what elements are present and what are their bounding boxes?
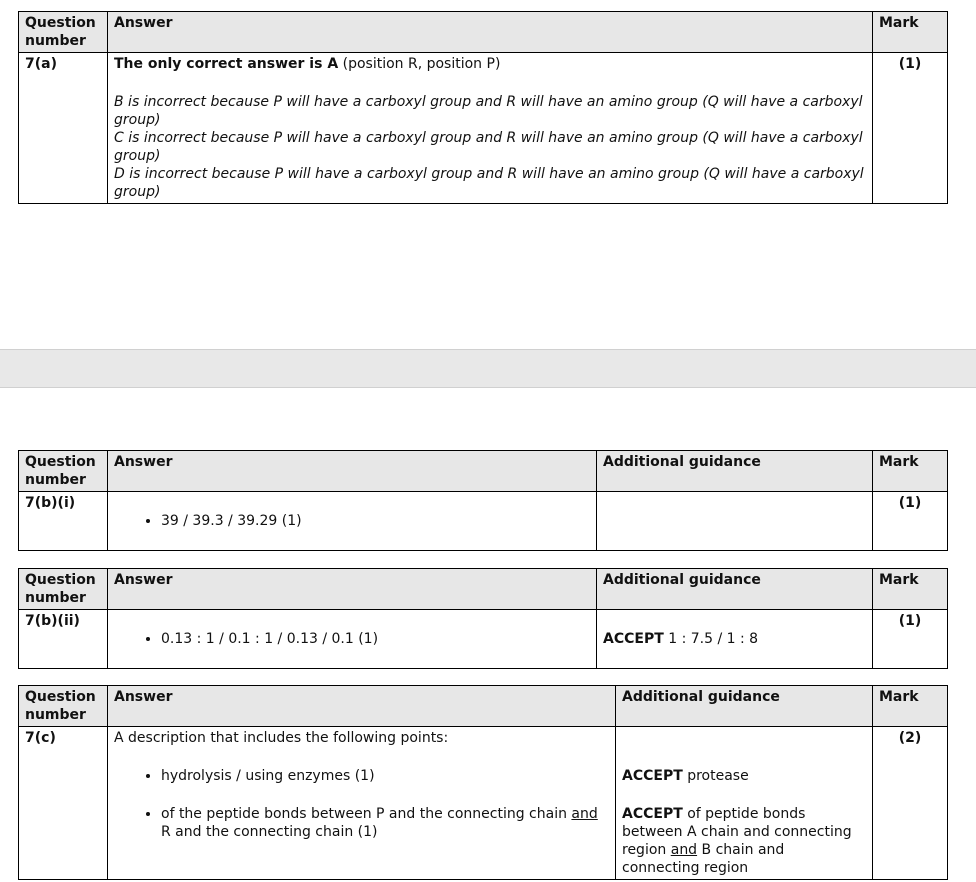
accept-label: ACCEPT <box>622 768 683 784</box>
answer-point-peptide-bonds <box>161 805 609 841</box>
header-question-number: Question number <box>19 686 108 727</box>
explanation-d: D is incorrect because P will have a carboxyl group and R will have an amino group (Q will have a carboxyl group) <box>114 166 864 200</box>
guidance-accept-protease <box>622 767 866 785</box>
accept-ratio: 1 : 7.5 / 1 : 8 <box>663 631 759 647</box>
accept-label: ACCEPT <box>603 631 664 647</box>
page-break-band <box>0 349 976 388</box>
header-additional-guidance: Additional guidance <box>597 569 873 610</box>
question-number-7c: 7(c) <box>19 727 108 880</box>
mark-scheme-table-7c <box>18 685 948 880</box>
peptide-text-and: and <box>571 806 598 822</box>
correct-answer-positions: (position R, position P) <box>338 56 501 72</box>
header-mark: Mark <box>873 686 948 727</box>
mark-7bii: (1) <box>873 610 948 669</box>
explanation-b: B is incorrect because P will have a carboxyl group and R will have an amino group (Q will have a carboxyl group) <box>114 94 863 128</box>
header-answer: Answer <box>108 569 597 610</box>
header-answer: Answer <box>108 12 873 53</box>
accept-label: ACCEPT <box>622 806 683 822</box>
answer-point-7bi: • 39 / 39.3 / 39.29 (1) <box>161 512 590 530</box>
answer-point-7bii: • 0.13 : 1 / 0.1 : 1 / 0.13 / 0.1 (1) <box>161 630 590 648</box>
header-answer: Answer <box>108 451 597 492</box>
incorrect-explanations <box>114 93 866 201</box>
answer-intro-7c: A description that includes the following points: <box>114 730 449 746</box>
header-mark: Mark <box>873 569 948 610</box>
header-additional-guidance: Additional guidance <box>597 451 873 492</box>
explanation-c: C is incorrect because P will have a carboxyl group and R will have an amino group (Q will have a carboxyl group) <box>114 130 863 164</box>
correct-answer-line <box>114 55 866 73</box>
accept-peptide-text-b: B chain and connecting region <box>622 842 785 876</box>
accept-protease-text: protease <box>682 768 749 784</box>
header-answer: Answer <box>108 686 616 727</box>
mark-7bi: (1) <box>873 492 948 551</box>
guidance-cell-7bii <box>597 610 873 669</box>
mark-scheme-table-7bi <box>18 450 948 551</box>
header-question-number: Question number <box>19 569 108 610</box>
mark-scheme-table-7bii <box>18 568 948 669</box>
header-question-number: Question number <box>19 451 108 492</box>
accept-peptide-and: and <box>670 842 698 858</box>
peptide-text-a: of the peptide bonds between P and the connecting chain <box>161 806 572 822</box>
answer-cell-7bii <box>108 610 597 669</box>
answer-cell-7bi <box>108 492 597 551</box>
answer-cell-7c <box>108 727 616 880</box>
accept-peptide-text-a: of peptide bonds between A chain and connecting region <box>622 806 852 858</box>
question-number-7a: 7(a) <box>19 53 108 204</box>
header-additional-guidance: Additional guidance <box>616 686 873 727</box>
mark-7c: (2) <box>873 727 948 880</box>
question-number-7bi: 7(b)(i) <box>19 492 108 551</box>
guidance-cell-7c <box>616 727 873 880</box>
guidance-cell-7bi <box>597 492 873 551</box>
correct-answer-bold: The only correct answer is A <box>114 56 339 72</box>
peptide-text-b: R and the connecting chain (1) <box>161 824 378 840</box>
header-mark: Mark <box>873 451 948 492</box>
mark-scheme-table-7a <box>18 11 948 204</box>
mark-7a: (1) <box>873 53 948 204</box>
header-mark: Mark <box>873 12 948 53</box>
answer-cell-7a <box>108 53 873 204</box>
guidance-accept-7bii <box>603 630 866 648</box>
guidance-accept-peptide <box>622 805 866 877</box>
header-question-number: Question number <box>19 12 108 53</box>
question-number-7bii: 7(b)(ii) <box>19 610 108 669</box>
answer-point-hydrolysis: • hydrolysis / using enzymes (1) <box>161 767 609 785</box>
